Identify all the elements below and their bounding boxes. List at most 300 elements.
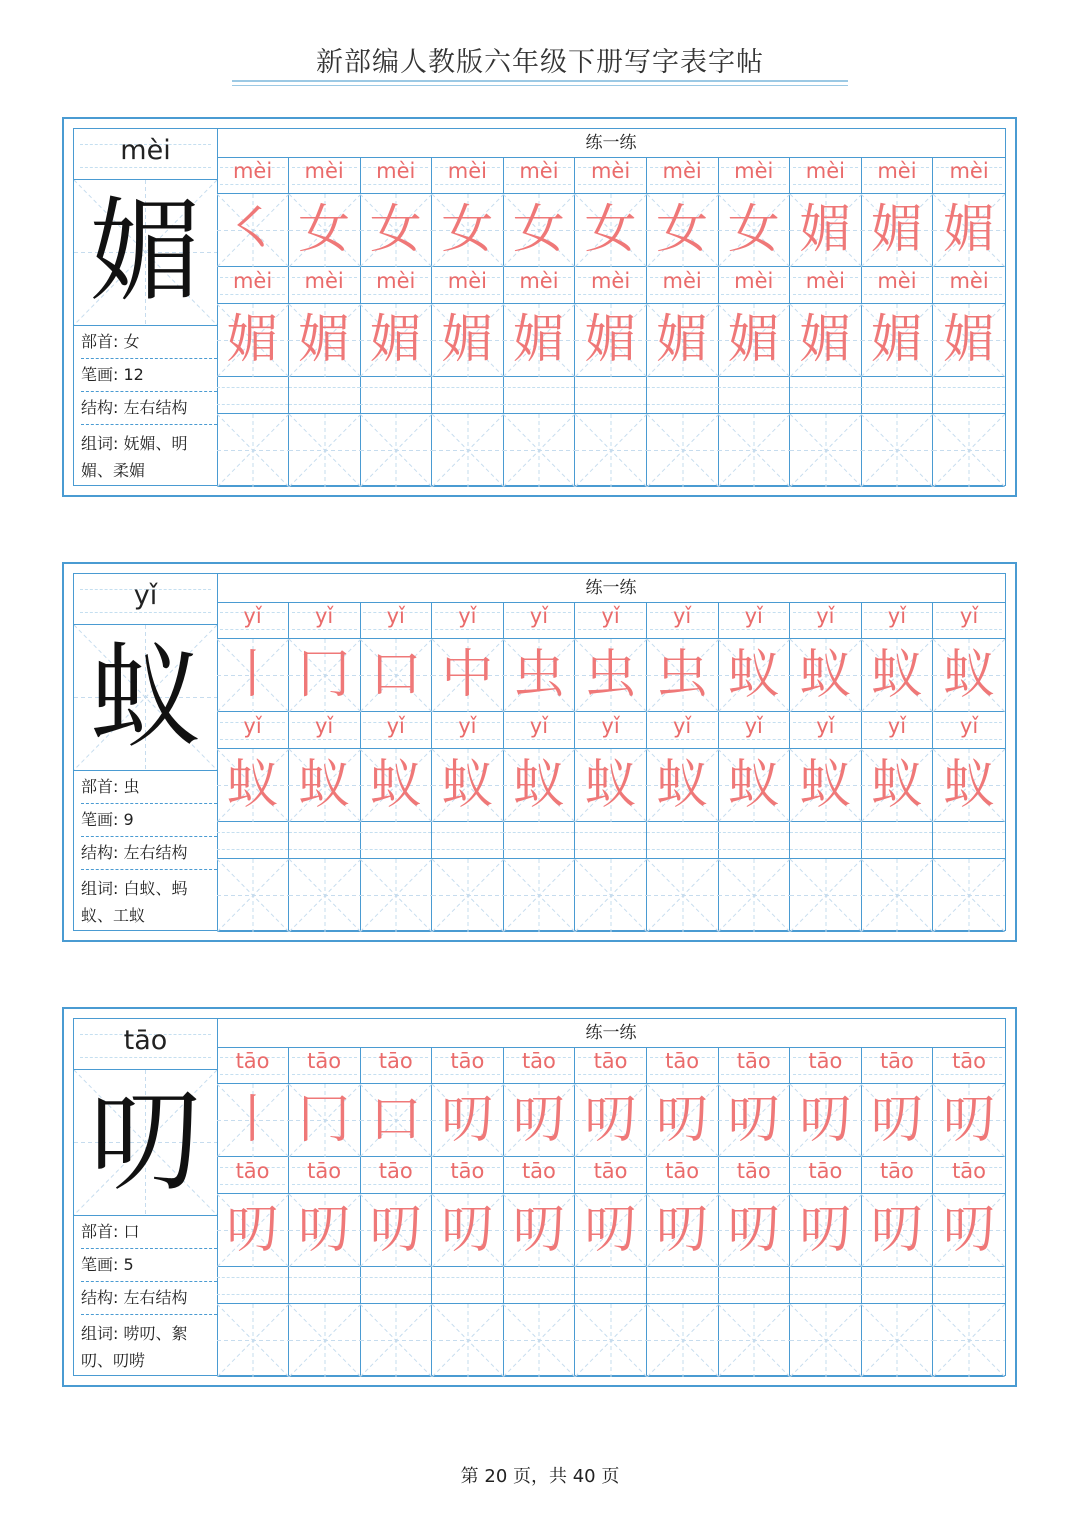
stroke-order-character: 媚 xyxy=(943,200,996,260)
mizi-grid xyxy=(790,414,862,487)
blank-writing-cell[interactable] xyxy=(861,1304,933,1377)
page-footer: 第 20 页，共 40 页 xyxy=(460,1466,620,1487)
blank-writing-cell[interactable] xyxy=(933,414,1005,487)
blank-writing-cell[interactable] xyxy=(647,859,719,932)
stroke-order-character: 叨 xyxy=(441,1090,494,1150)
pinyin-guide-line xyxy=(790,387,861,388)
blank-pinyin-cell[interactable] xyxy=(217,1267,289,1304)
pinyin-guide-line xyxy=(861,1277,932,1278)
pinyin-label: mèi xyxy=(805,269,845,293)
stroke-order-cell[interactable] xyxy=(289,639,361,712)
blank-pinyin-cell[interactable] xyxy=(360,377,432,414)
pinyin-label: mèi xyxy=(376,159,416,183)
pinyin-guide-line xyxy=(217,1294,288,1295)
pinyin-guide-line xyxy=(80,167,211,168)
stroke-order-cell[interactable] xyxy=(360,1084,432,1157)
pinyin-guide-line xyxy=(503,1294,574,1295)
blank-pinyin-cell[interactable] xyxy=(790,822,862,859)
stroke-order-cell[interactable] xyxy=(647,1084,719,1157)
blank-writing-cell[interactable] xyxy=(360,414,432,487)
blank-writing-cell[interactable] xyxy=(933,1304,1005,1377)
mizi-grid xyxy=(217,414,289,487)
pinyin-guide-line xyxy=(578,1184,643,1185)
stroke-order-character: 蚁 xyxy=(943,645,996,705)
stroke-order-cell[interactable] xyxy=(861,639,933,712)
stroke-order-cell[interactable] xyxy=(790,194,862,267)
pinyin-cell xyxy=(718,602,790,639)
mizi-grid xyxy=(432,414,504,487)
pinyin-cell xyxy=(217,712,289,749)
stroke-order-cell[interactable] xyxy=(718,1084,790,1157)
pinyin-label: tāo xyxy=(307,1049,342,1073)
pinyin-label: tāo xyxy=(235,1159,270,1183)
trace-cell[interactable] xyxy=(503,749,575,822)
stroke-order-character: 媚 xyxy=(799,200,852,260)
blank-pinyin-cell[interactable] xyxy=(503,377,575,414)
stroke-order-character: 叨 xyxy=(584,1090,637,1150)
pinyin-cell xyxy=(575,157,647,194)
pinyin-guide-line xyxy=(435,739,500,740)
stroke-count-info: 笔画: 5 xyxy=(81,1249,217,1282)
radical-info: 部首: 女 xyxy=(81,326,217,359)
title-underline-thin xyxy=(232,85,848,86)
pinyin-cell xyxy=(217,267,289,304)
stroke-order-cell[interactable] xyxy=(289,1084,361,1157)
stroke-order-character: 媚 xyxy=(870,200,923,260)
pinyin-label: yǐ xyxy=(529,604,549,628)
blank-pinyin-cell[interactable] xyxy=(432,377,504,414)
pinyin-guide-line xyxy=(721,629,786,630)
pinyin-guide-line xyxy=(578,294,643,295)
mizi-grid xyxy=(432,1304,504,1377)
stroke-order-cell[interactable] xyxy=(432,194,504,267)
blank-pinyin-cell[interactable] xyxy=(432,1267,504,1304)
trace-cell[interactable] xyxy=(575,749,647,822)
trace-cell[interactable] xyxy=(933,749,1005,822)
blank-writing-cell[interactable] xyxy=(217,1304,289,1377)
trace-cell[interactable] xyxy=(432,304,504,377)
stroke-order-cell[interactable] xyxy=(647,194,719,267)
pinyin-guide-line xyxy=(933,1294,1005,1295)
pinyin-guide-line xyxy=(721,1184,786,1185)
pinyin-label: yǐ xyxy=(673,714,692,738)
trace-cell[interactable] xyxy=(289,304,361,377)
blank-pinyin-cell[interactable] xyxy=(718,822,790,859)
pinyin-cell xyxy=(861,1157,933,1194)
pinyin-guide-line xyxy=(790,849,861,850)
main-pinyin: yǐ xyxy=(133,580,158,611)
pinyin-cell xyxy=(503,602,575,639)
pinyin-guide-line xyxy=(864,184,929,185)
pinyin-guide-line xyxy=(793,184,858,185)
blank-pinyin-cell[interactable] xyxy=(217,822,289,859)
blank-writing-cell[interactable] xyxy=(432,414,504,487)
trace-cell[interactable] xyxy=(861,749,933,822)
blank-pinyin-cell[interactable] xyxy=(790,377,862,414)
trace-cell[interactable] xyxy=(360,1194,432,1267)
blank-writing-cell[interactable] xyxy=(289,859,361,932)
pinyin-label: tāo xyxy=(521,1049,556,1073)
trace-cell[interactable] xyxy=(718,749,790,822)
mizi-grid xyxy=(575,1304,647,1377)
pinyin-label: mèi xyxy=(805,159,845,183)
pinyin-guide-line xyxy=(435,184,500,185)
stroke-order-character: 叨 xyxy=(656,1090,709,1150)
blank-pinyin-cell[interactable] xyxy=(647,377,719,414)
trace-cell[interactable] xyxy=(360,749,432,822)
blank-pinyin-cell[interactable] xyxy=(289,377,361,414)
mizi-grid xyxy=(217,1304,289,1377)
stroke-order-cell[interactable] xyxy=(861,194,933,267)
stroke-order-cell[interactable] xyxy=(861,1084,933,1157)
trace-cell[interactable] xyxy=(217,304,289,377)
stroke-order-cell[interactable] xyxy=(289,194,361,267)
pinyin-guide-line xyxy=(503,387,574,388)
pinyin-guide-line xyxy=(292,1184,357,1185)
blank-pinyin-cell[interactable] xyxy=(217,377,289,414)
pinyin-guide-line xyxy=(506,629,571,630)
stroke-order-cell[interactable] xyxy=(790,639,862,712)
trace-cell[interactable] xyxy=(718,1194,790,1267)
pinyin-cell xyxy=(790,712,862,749)
pinyin-cell xyxy=(360,1047,432,1084)
blank-writing-cell[interactable] xyxy=(861,859,933,932)
blank-writing-cell[interactable] xyxy=(575,859,647,932)
trace-character: 叨 xyxy=(943,1200,996,1260)
stroke-order-cell[interactable] xyxy=(360,194,432,267)
pinyin-label: mèi xyxy=(376,269,416,293)
pinyin-label: mèi xyxy=(519,269,559,293)
pinyin-label: yǐ xyxy=(458,604,477,628)
blank-writing-cell[interactable] xyxy=(217,414,289,487)
pinyin-cell xyxy=(933,1047,1005,1084)
stroke-order-character: ㇛ xyxy=(226,200,279,260)
trace-cell[interactable] xyxy=(217,749,289,822)
stroke-order-character: 蚁 xyxy=(870,645,923,705)
pinyin-label: yǐ xyxy=(959,714,979,738)
trace-cell[interactable] xyxy=(647,749,719,822)
stroke-order-character: 蚁 xyxy=(799,645,852,705)
blank-writing-cell[interactable] xyxy=(503,414,575,487)
blank-writing-cell[interactable] xyxy=(432,1304,504,1377)
stroke-order-cell[interactable] xyxy=(503,194,575,267)
blank-pinyin-cell[interactable] xyxy=(861,822,933,859)
trace-cell[interactable] xyxy=(790,1194,862,1267)
blank-writing-cell[interactable] xyxy=(217,859,289,932)
blank-pinyin-cell[interactable] xyxy=(360,822,432,859)
blank-pinyin-cell[interactable] xyxy=(861,1267,933,1304)
pinyin-guide-line xyxy=(432,404,503,405)
pinyin-guide-line xyxy=(861,404,932,405)
pinyin-cell xyxy=(933,712,1005,749)
stroke-order-cell[interactable] xyxy=(933,639,1005,712)
trace-cell[interactable] xyxy=(575,304,647,377)
trace-cell[interactable] xyxy=(217,1194,289,1267)
trace-character: 叨 xyxy=(226,1200,279,1260)
trace-character: 媚 xyxy=(441,310,494,370)
blank-writing-cell[interactable] xyxy=(718,414,790,487)
pinyin-label: tāo xyxy=(378,1049,413,1073)
blank-pinyin-cell[interactable] xyxy=(503,822,575,859)
pinyin-label: tāo xyxy=(521,1159,556,1183)
stroke-order-cell[interactable] xyxy=(217,639,289,712)
pinyin-guide-line xyxy=(578,739,643,740)
mizi-grid xyxy=(360,1304,432,1377)
trace-cell[interactable] xyxy=(647,304,719,377)
stroke-order-cell[interactable] xyxy=(217,194,289,267)
stroke-order-cell[interactable] xyxy=(647,639,719,712)
mizi-grid xyxy=(289,859,361,932)
pinyin-label: yǐ xyxy=(887,604,907,628)
pinyin-guide-line xyxy=(435,294,500,295)
blank-pinyin-cell[interactable] xyxy=(289,822,361,859)
stroke-count-info: 笔画: 9 xyxy=(81,804,217,837)
blank-pinyin-cell[interactable] xyxy=(575,822,647,859)
mizi-grid xyxy=(503,859,575,932)
blank-writing-cell[interactable] xyxy=(933,859,1005,932)
stroke-order-cell[interactable] xyxy=(575,1084,647,1157)
character-card xyxy=(62,117,1017,497)
pinyin-guide-line xyxy=(506,1074,571,1075)
pinyin-cell xyxy=(503,267,575,304)
blank-writing-cell[interactable] xyxy=(503,1304,575,1377)
stroke-order-cell[interactable] xyxy=(503,639,575,712)
blank-pinyin-cell[interactable] xyxy=(503,1267,575,1304)
stroke-order-cell[interactable] xyxy=(217,1084,289,1157)
pinyin-guide-line xyxy=(647,1277,718,1278)
pinyin-guide-line xyxy=(647,404,718,405)
blank-writing-cell[interactable] xyxy=(289,414,361,487)
blank-pinyin-cell[interactable] xyxy=(790,1267,862,1304)
character-details xyxy=(74,771,217,929)
blank-pinyin-cell[interactable] xyxy=(289,1267,361,1304)
trace-cell[interactable] xyxy=(432,749,504,822)
pinyin-label: yǐ xyxy=(315,714,334,738)
stroke-count-info: 笔画: 12 xyxy=(81,359,217,392)
mizi-grid xyxy=(360,859,432,932)
blank-writing-cell[interactable] xyxy=(647,1304,719,1377)
blank-pinyin-cell[interactable] xyxy=(718,377,790,414)
main-pinyin: mèi xyxy=(120,135,171,166)
trace-character: 蚁 xyxy=(226,755,279,815)
pinyin-label: tāo xyxy=(665,1159,700,1183)
stroke-order-cell[interactable] xyxy=(432,639,504,712)
word-examples: 组词: 唠叨、絮叨、叨唠 xyxy=(81,1324,188,1370)
blank-writing-cell[interactable] xyxy=(289,1304,361,1377)
pinyin-guide-line xyxy=(647,832,718,833)
practice-area xyxy=(217,1019,1005,1375)
card-frame xyxy=(73,128,1006,486)
trace-character: 蚁 xyxy=(943,755,996,815)
pinyin-guide-line xyxy=(861,1294,932,1295)
pinyin-guide-line xyxy=(790,1294,861,1295)
trace-character: 叨 xyxy=(799,1200,852,1260)
trace-cell[interactable] xyxy=(790,749,862,822)
trace-cell[interactable] xyxy=(647,1194,719,1267)
pinyin-guide-line xyxy=(933,387,1005,388)
trace-cell[interactable] xyxy=(289,1194,361,1267)
trace-cell[interactable] xyxy=(790,304,862,377)
trace-cell[interactable] xyxy=(503,304,575,377)
pinyin-cell xyxy=(790,267,862,304)
blank-writing-cell[interactable] xyxy=(790,859,862,932)
stroke-order-cell[interactable] xyxy=(933,1084,1005,1157)
pinyin-guide-line xyxy=(647,387,718,388)
pinyin-cell xyxy=(289,267,361,304)
pinyin-label: mèi xyxy=(590,269,631,293)
stroke-order-cell[interactable] xyxy=(718,194,790,267)
mizi-grid xyxy=(933,414,1005,487)
mizi-grid xyxy=(718,1304,790,1377)
blank-pinyin-cell[interactable] xyxy=(575,1267,647,1304)
trace-character: 蚁 xyxy=(441,755,494,815)
trace-cell[interactable] xyxy=(432,1194,504,1267)
pinyin-guide-line xyxy=(936,629,1002,630)
trace-character: 叨 xyxy=(512,1200,565,1260)
pinyin-guide-line xyxy=(432,387,503,388)
main-character-box xyxy=(74,1070,217,1216)
structure-info: 结构: 左右结构 xyxy=(81,837,217,870)
mizi-grid xyxy=(503,1304,575,1377)
pinyin-guide-line xyxy=(575,1277,646,1278)
pinyin-guide-line xyxy=(575,1294,646,1295)
pinyin-cell xyxy=(933,157,1005,194)
pinyin-guide-line xyxy=(432,849,503,850)
pinyin-cell xyxy=(933,602,1005,639)
stroke-order-cell[interactable] xyxy=(575,194,647,267)
trace-character: 媚 xyxy=(727,310,780,370)
trace-cell[interactable] xyxy=(718,304,790,377)
blank-writing-cell[interactable] xyxy=(360,1304,432,1377)
pinyin-cell xyxy=(360,602,432,639)
pinyin-guide-line xyxy=(647,849,718,850)
stroke-order-cell[interactable] xyxy=(718,639,790,712)
pinyin-guide-line xyxy=(933,849,1005,850)
trace-character: 蚁 xyxy=(298,755,351,815)
pinyin-guide-line xyxy=(217,404,288,405)
blank-writing-cell[interactable] xyxy=(790,414,862,487)
pinyin-cell xyxy=(289,1047,361,1084)
stroke-order-cell[interactable] xyxy=(432,1084,504,1157)
pinyin-label: tāo xyxy=(736,1159,771,1183)
pinyin-label: tāo xyxy=(593,1049,628,1073)
pinyin-label: yǐ xyxy=(315,604,334,628)
blank-writing-cell[interactable] xyxy=(718,859,790,932)
stroke-order-cell[interactable] xyxy=(575,639,647,712)
blank-writing-cell[interactable] xyxy=(718,1304,790,1377)
trace-cell[interactable] xyxy=(861,1194,933,1267)
mizi-grid xyxy=(718,414,790,487)
pinyin-cell xyxy=(432,267,504,304)
blank-writing-cell[interactable] xyxy=(861,414,933,487)
pinyin-guide-line xyxy=(721,1074,786,1075)
main-pinyin-box xyxy=(74,1019,217,1070)
pinyin-cell xyxy=(503,712,575,749)
pinyin-cell xyxy=(718,267,790,304)
stroke-order-character: 女 xyxy=(656,200,709,260)
stroke-order-character: 冂 xyxy=(298,645,351,705)
blank-pinyin-cell[interactable] xyxy=(933,377,1005,414)
pinyin-label: tāo xyxy=(307,1159,342,1183)
trace-character: 媚 xyxy=(870,310,923,370)
stroke-order-character: 女 xyxy=(369,200,422,260)
blank-pinyin-cell[interactable] xyxy=(575,377,647,414)
blank-pinyin-cell[interactable] xyxy=(432,822,504,859)
pinyin-label: yǐ xyxy=(386,714,405,738)
pinyin-guide-line xyxy=(793,629,858,630)
character-details xyxy=(74,1216,217,1374)
stroke-order-character: 叨 xyxy=(799,1090,852,1150)
stroke-order-cell[interactable] xyxy=(933,194,1005,267)
blank-writing-cell[interactable] xyxy=(575,1304,647,1377)
pinyin-label: yǐ xyxy=(887,714,907,738)
blank-pinyin-cell[interactable] xyxy=(647,1267,719,1304)
stroke-order-character: 口 xyxy=(369,1090,422,1150)
blank-pinyin-cell[interactable] xyxy=(933,822,1005,859)
pinyin-guide-line xyxy=(933,832,1005,833)
pinyin-guide-line xyxy=(292,739,357,740)
stroke-order-cell[interactable] xyxy=(503,1084,575,1157)
blank-pinyin-cell[interactable] xyxy=(861,377,933,414)
main-character-box xyxy=(74,625,217,771)
trace-cell[interactable] xyxy=(933,304,1005,377)
pinyin-guide-line xyxy=(360,387,431,388)
blank-writing-cell[interactable] xyxy=(360,859,432,932)
blank-pinyin-cell[interactable] xyxy=(718,1267,790,1304)
trace-cell[interactable] xyxy=(503,1194,575,1267)
trace-cell[interactable] xyxy=(861,304,933,377)
character-card xyxy=(62,1007,1017,1387)
pinyin-label: mèi xyxy=(304,159,344,183)
trace-character: 叨 xyxy=(441,1200,494,1260)
stroke-order-character: 虫 xyxy=(584,645,637,705)
stroke-order-cell[interactable] xyxy=(360,639,432,712)
main-character: 叨 xyxy=(89,1077,202,1207)
pinyin-cell xyxy=(503,1157,575,1194)
pinyin-guide-line xyxy=(861,849,932,850)
stroke-order-cell[interactable] xyxy=(790,1084,862,1157)
blank-pinyin-cell[interactable] xyxy=(360,1267,432,1304)
blank-pinyin-cell[interactable] xyxy=(647,822,719,859)
pinyin-guide-line xyxy=(506,184,571,185)
trace-cell[interactable] xyxy=(360,304,432,377)
pinyin-guide-line xyxy=(363,1074,428,1075)
main-pinyin: tāo xyxy=(123,1025,168,1056)
blank-writing-cell[interactable] xyxy=(432,859,504,932)
pinyin-label: tāo xyxy=(378,1159,413,1183)
trace-character: 叨 xyxy=(298,1200,351,1260)
pinyin-cell xyxy=(575,602,647,639)
pinyin-cell xyxy=(575,267,647,304)
pinyin-cell xyxy=(432,1047,504,1084)
stroke-order-character: 女 xyxy=(727,200,780,260)
character-info-panel xyxy=(74,574,218,930)
blank-writing-cell[interactable] xyxy=(790,1304,862,1377)
trace-cell[interactable] xyxy=(933,1194,1005,1267)
blank-writing-cell[interactable] xyxy=(647,414,719,487)
pinyin-cell xyxy=(790,1047,862,1084)
pinyin-guide-line xyxy=(575,832,646,833)
pinyin-cell xyxy=(790,157,862,194)
pinyin-cell xyxy=(217,1157,289,1194)
blank-writing-cell[interactable] xyxy=(503,859,575,932)
trace-cell[interactable] xyxy=(289,749,361,822)
trace-cell[interactable] xyxy=(575,1194,647,1267)
stroke-order-character: 女 xyxy=(512,200,565,260)
pinyin-cell xyxy=(432,1157,504,1194)
blank-pinyin-cell[interactable] xyxy=(933,1267,1005,1304)
blank-writing-cell[interactable] xyxy=(575,414,647,487)
